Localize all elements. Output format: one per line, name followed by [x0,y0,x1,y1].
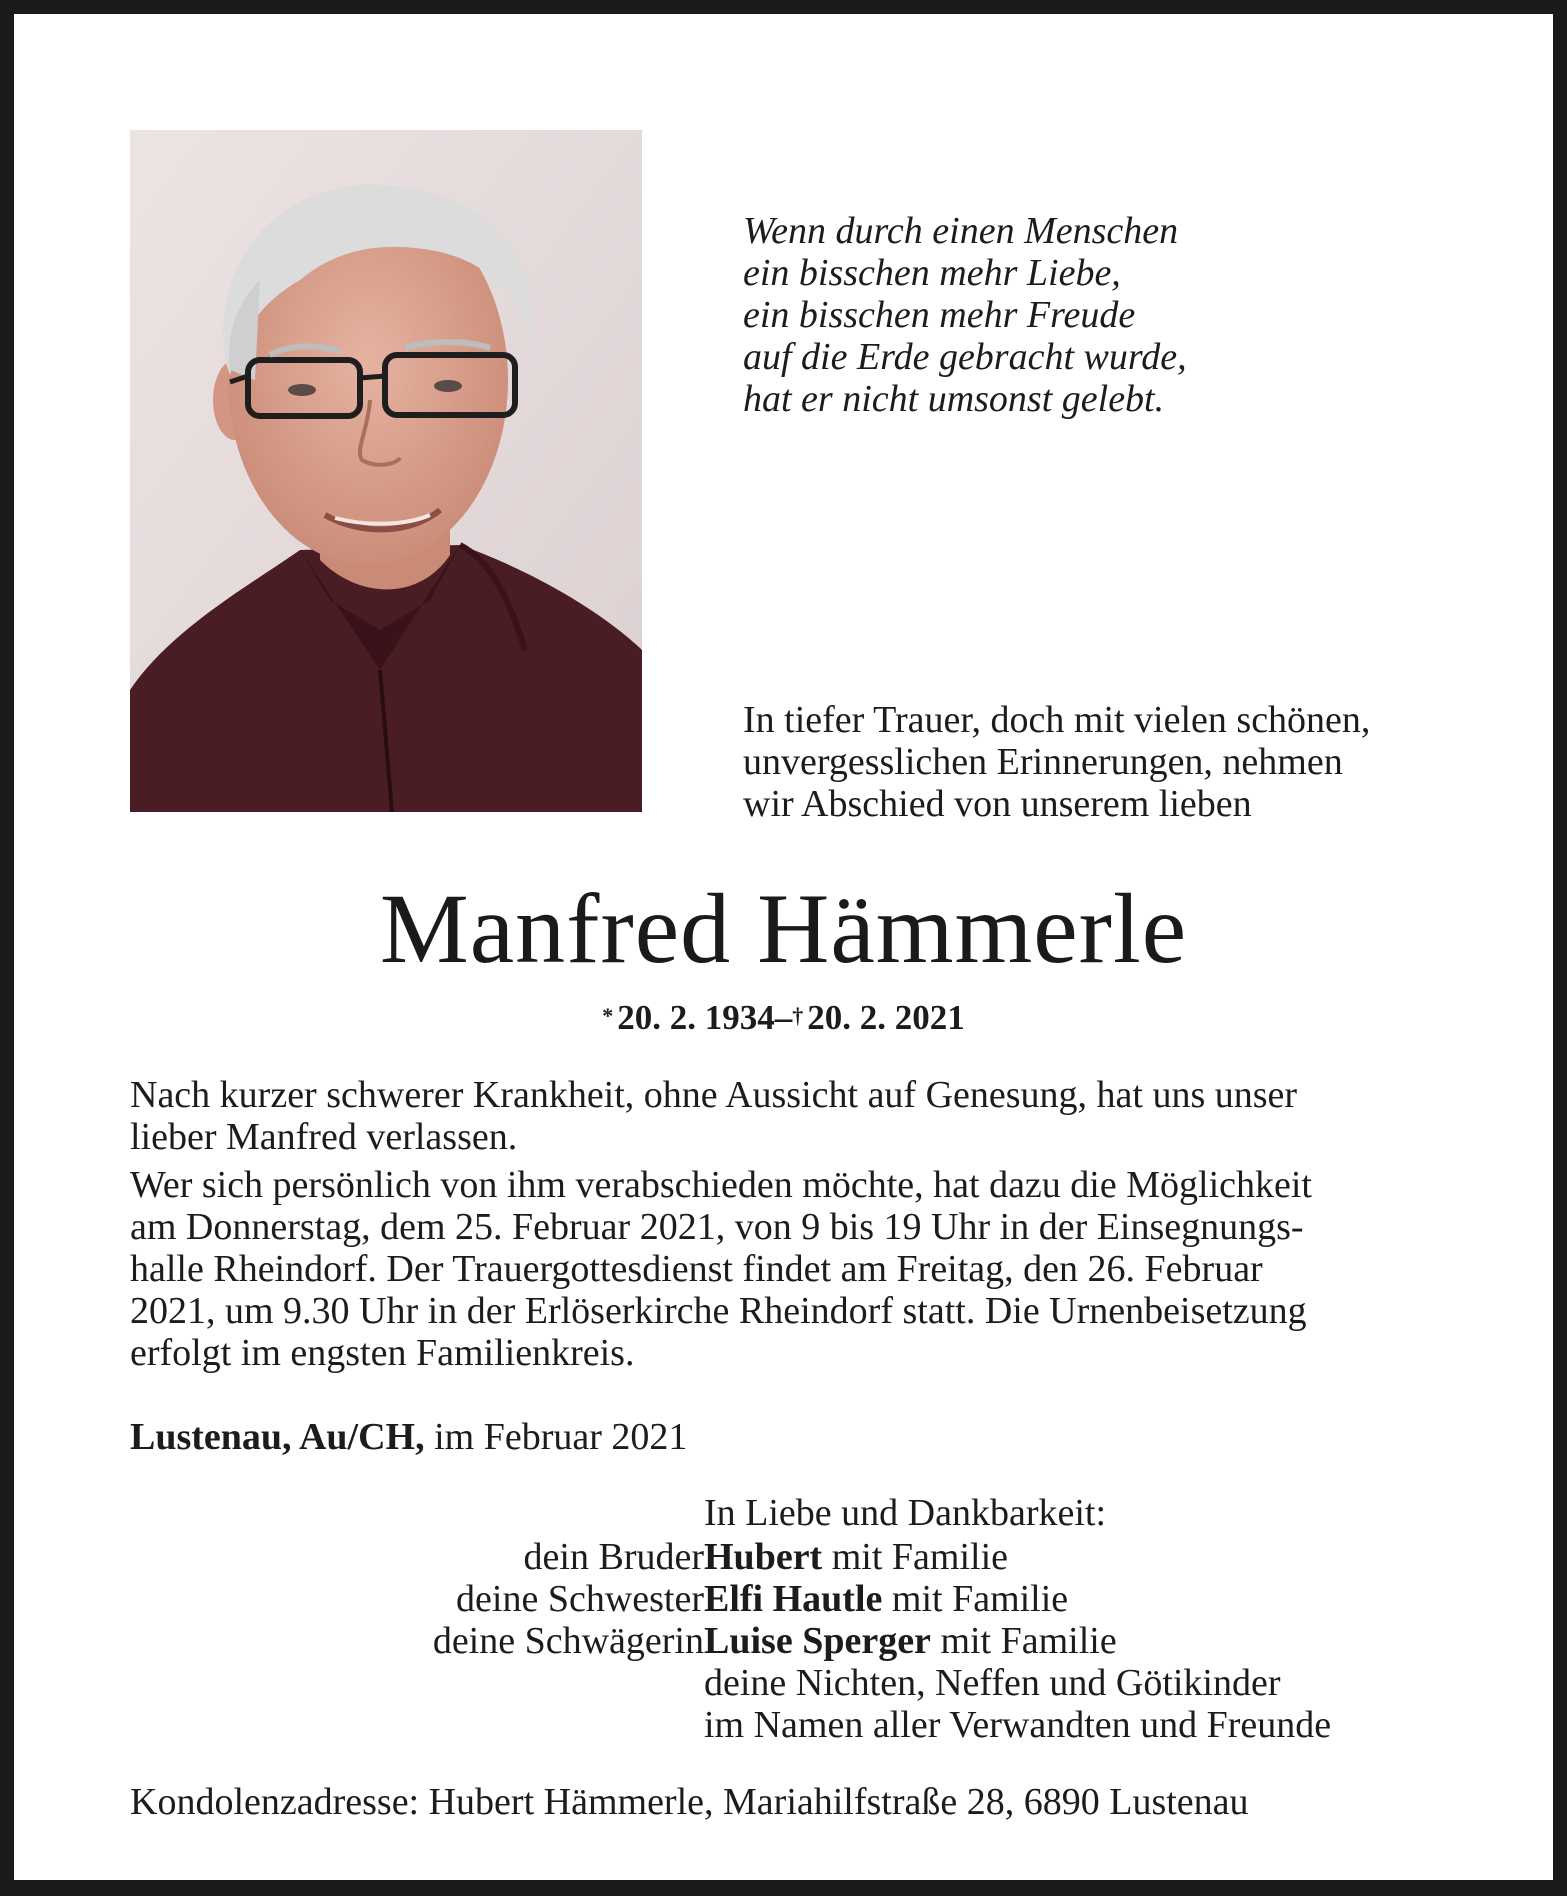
signature-header: In Liebe und Dankbarkeit: [704,1492,1107,1534]
poem-line: ein bisschen mehr Freude [743,294,1136,336]
place-and-date [130,1416,687,1458]
poem-line: hat er nicht umsonst gelebt. [743,378,1165,420]
birth-symbol: * [602,1003,614,1028]
mourner-entry [704,1620,1117,1662]
mourner-entry [704,1704,1331,1746]
mourner-suffix: deine Nichten, Neffen und Götikinder [704,1662,1281,1704]
condolence-address: Kondolenzadresse: Hubert Hämmerle, Mariahilfstraße 28, 6890 Lustenau [130,1781,1249,1823]
poem-quote [743,210,1503,420]
announcement-text [130,1074,1450,1374]
text-line: erfolgt im engsten Familienkreis. [130,1332,635,1374]
death-date: 20. 2. 2021 [807,998,965,1037]
intro-line: wir Abschied von unserem lieben [743,783,1252,825]
paragraph-1 [130,1074,1450,1158]
birth-date: 20. 2. 1934 [617,998,775,1037]
paragraph-2 [130,1164,1450,1374]
text-line: 2021, um 9.30 Uhr in der Erlöserkirche Rheindorf statt. Die Urnenbeisetzung [130,1290,1307,1332]
portrait-photo [130,130,642,812]
mourner-row [14,1704,1553,1746]
text-line: lieber Manfred verlassen. [130,1116,518,1158]
mourner-name: Hubert [704,1536,823,1578]
text-line: halle Rheindorf. Der Trauergottesdienst findet am Freitag, den 26. Februar [130,1248,1263,1290]
mourner-entry [704,1536,1008,1578]
text-line: am Donnerstag, dem 25. Februar 2021, von 9 bis 19 Uhr in der Einsegnungs- [130,1206,1304,1248]
mourner-entry [704,1578,1068,1620]
mourners-list [14,1536,1553,1746]
mourner-relation: dein Bruder [523,1536,704,1578]
poem-line: ein bisschen mehr Liebe, [743,252,1121,294]
poem-line: auf die Erde gebracht wurde, [743,336,1187,378]
mourner-suffix: mit Familie [882,1578,1069,1620]
text-line: Nach kurzer schwerer Krankheit, ohne Aussicht auf Genesung, hat uns unser [130,1074,1298,1116]
life-dates [14,998,1553,1042]
mourner-suffix: mit Familie [822,1536,1008,1578]
date-separator: – [774,998,793,1037]
deceased-name: Manfred Hämmerle [379,873,1188,984]
mourner-row [14,1620,1553,1662]
intro-line: unvergesslichen Erinnerungen, nehmen [743,741,1343,783]
intro-text [743,699,1443,825]
intro-line: In tiefer Trauer, doch mit vielen schönen, [743,699,1371,741]
death-symbol: † [792,1003,804,1028]
place-date: im Februar 2021 [434,1416,688,1458]
mourner-row [14,1536,1553,1578]
poem-line: Wenn durch einen Menschen [743,210,1179,252]
obituary-page [14,14,1553,1880]
mourner-entry [704,1662,1281,1704]
text-line: Wer sich persönlich von ihm verabschieden möchte, hat dazu die Möglichkeit [130,1164,1312,1206]
place-location: Lustenau, Au/CH, [130,1416,425,1458]
mourner-row [14,1578,1553,1620]
mourner-name: Elfi Hautle [704,1578,883,1620]
portrait-illustration [130,130,642,812]
mourner-suffix: mit Familie [930,1620,1117,1662]
mourner-row [14,1662,1553,1704]
mourner-relation: deine Schwägerin [432,1620,704,1662]
mourner-name: Luise Sperger [704,1620,931,1662]
mourner-suffix: im Namen aller Verwandten und Freunde [704,1704,1332,1746]
mourner-relation: deine Schwester [456,1578,704,1620]
